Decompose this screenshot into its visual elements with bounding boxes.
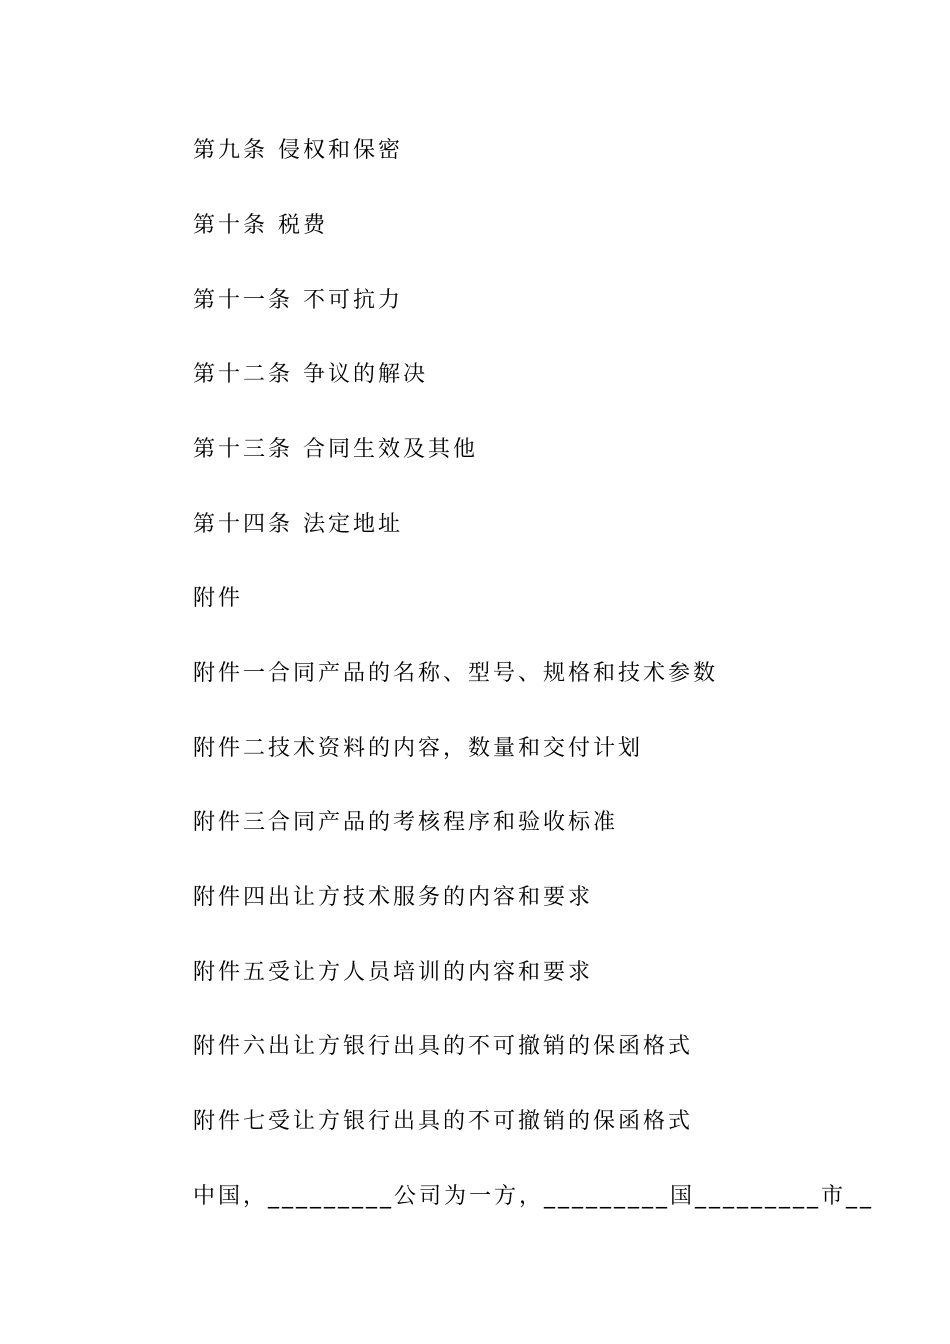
appendix-3-item: 附件三合同产品的考核程序和验收标准 bbox=[193, 810, 619, 835]
article-9-heading: 第九条 侵权和保密 bbox=[193, 138, 403, 163]
appendix-heading: 附件 bbox=[193, 586, 244, 611]
appendix-2-item: 附件二技术资料的内容，数量和交付计划 bbox=[193, 736, 644, 761]
article-12-heading: 第十二条 争议的解决 bbox=[193, 362, 428, 387]
appendix-5-item: 附件五受让方人员培训的内容和要求 bbox=[193, 960, 594, 985]
article-13-heading: 第十三条 合同生效及其他 bbox=[193, 437, 478, 462]
article-11-heading: 第十一条 不可抗力 bbox=[193, 288, 403, 313]
appendix-6-item: 附件六出让方银行出具的不可撤销的保函格式 bbox=[193, 1034, 694, 1059]
contract-parties-line: 中国，_________公司为一方，_________国_________市__ bbox=[193, 1184, 875, 1209]
article-14-heading: 第十四条 法定地址 bbox=[193, 512, 403, 537]
article-10-heading: 第十条 税费 bbox=[193, 213, 328, 238]
appendix-7-item: 附件七受让方银行出具的不可撤销的保函格式 bbox=[193, 1109, 694, 1134]
appendix-1-item: 附件一合同产品的名称、型号、规格和技术参数 bbox=[193, 661, 719, 686]
appendix-4-item: 附件四出让方技术服务的内容和要求 bbox=[193, 885, 594, 910]
